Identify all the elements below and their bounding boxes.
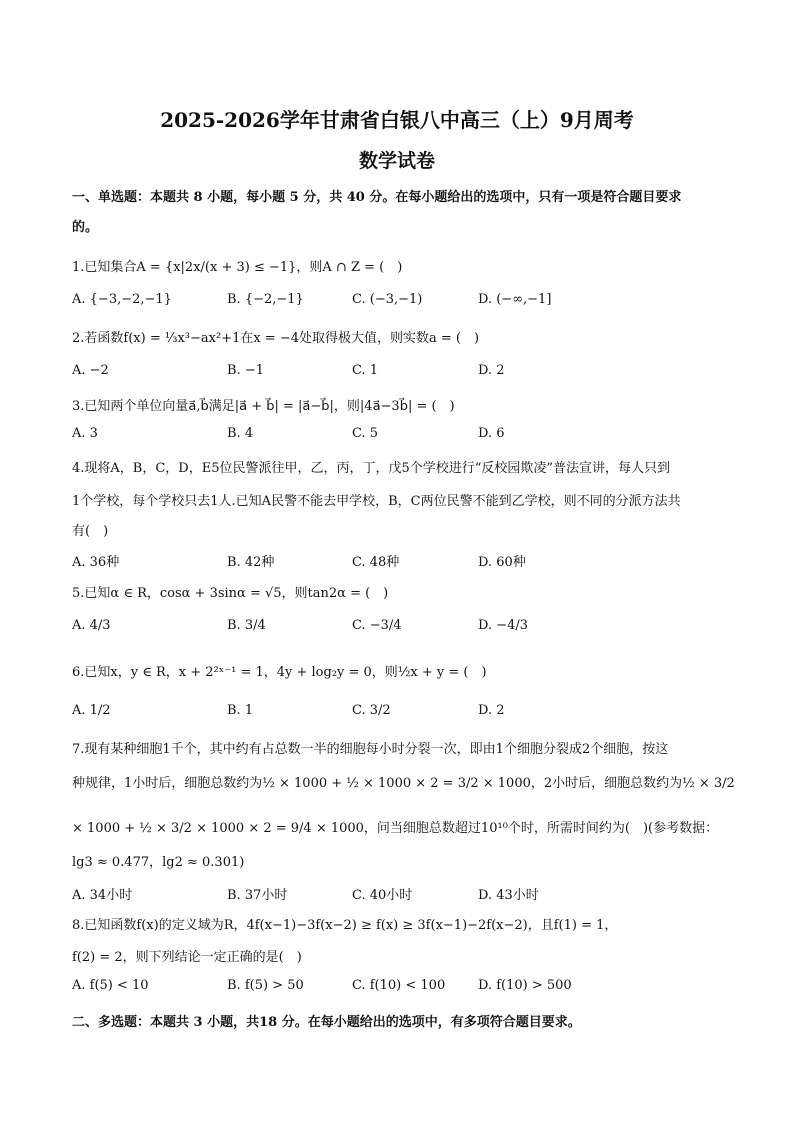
question-4-stem-line2: 1个学校，每个学校只去1人.已知A民警不能去甲学校，B，C两位民警不能到乙学校，则不同的分派方法共 (72, 494, 681, 509)
question-8-option-b: B. f(5) > 50 (227, 978, 304, 993)
question-3-option-d: D. 6 (478, 426, 505, 441)
question-4-option-b: B. 42种 (227, 555, 275, 570)
question-7-stem-line2: 种规律，1小时后，细胞总数约为½ × 1000 + ½ × 1000 × 2 = 3/2 × 1000，2小时后，细胞总数约为½ × 3/2 (72, 776, 735, 791)
question-4-option-c: C. 48种 (352, 555, 400, 570)
question-5-option-a: A. 4/3 (72, 618, 111, 633)
question-3-option-a: A. 3 (72, 426, 98, 441)
question-4-option-a: A. 36种 (72, 555, 120, 570)
question-1-option-b: B. {−2,−1} (227, 292, 304, 307)
question-4-option-d: D. 60种 (478, 555, 526, 570)
question-7-stem-line1: 7.现有某种细胞1千个，其中约有占总数一半的细胞每小时分裂一次，即由1个细胞分裂成2个细胞，按这 (72, 742, 669, 757)
question-2-option-a: A. −2 (72, 363, 109, 378)
question-5-option-c: C. −3/4 (352, 618, 402, 633)
question-8-option-c: C. f(10) < 100 (352, 978, 446, 993)
question-3-option-c: C. 5 (352, 426, 379, 441)
question-7-option-b: B. 37小时 (227, 888, 288, 903)
question-8-stem-line1: 8.已知函数f(x)的定义域为R，4f(x−1)−3f(x−2) ≥ f(x) ≥ 3f(x−1)−2f(x−2)，且f(1) = 1， (72, 918, 618, 933)
question-2-option-c: C. 1 (352, 363, 379, 378)
question-3-option-b: B. 4 (227, 426, 254, 441)
question-4-stem-line3: 有( ) (72, 524, 109, 539)
question-1-stem: 1.已知集合A = {x|2x/(x + 3) ≤ −1}，则A ∩ Z = ( ) (72, 260, 403, 275)
exam-title: 2025-2026学年甘肃省白银八中高三（上）9月周考 (160, 108, 634, 132)
question-5-option-d: D. −4/3 (478, 618, 529, 633)
question-6-stem: 6.已知x，y ∈ R，x + 2²ˣ⁻¹ = 1，4y + log₂y = 0，则½x + y = ( ) (72, 665, 487, 680)
question-6-option-b: B. 1 (227, 703, 254, 718)
question-8-option-a: A. f(5) < 10 (72, 978, 149, 993)
question-5-option-b: B. 3/4 (227, 618, 266, 633)
section-2-header: 二、多选题：本题共 3 小题，共18 分。在每小题给出的选项中，有多项符合题目要求。 (72, 1015, 581, 1030)
question-7-option-d: D. 43小时 (478, 888, 539, 903)
question-2-stem: 2.若函数f(x) = ⅓x³−ax²+1在x = −4处取得极大值，则实数a = ( ) (72, 331, 480, 346)
question-6-option-d: D. 2 (478, 703, 505, 718)
section-1-header-line1: 一、单选题：本题共 8 小题，每小题 5 分，共 40 分。在每小题给出的选项中，只有一项是符合题目要求 (72, 190, 682, 205)
section-1-header-line2: 的。 (72, 220, 99, 235)
question-6-option-c: C. 3/2 (352, 703, 391, 718)
question-7-option-a: A. 34小时 (72, 888, 133, 903)
question-7-option-c: C. 40小时 (352, 888, 413, 903)
question-7-stem-line4: lg3 ≈ 0.477，lg2 ≈ 0.301) (72, 855, 245, 870)
question-8-stem-line2: f(2) = 2，则下列结论一定正确的是( ) (72, 950, 302, 965)
question-2-option-b: B. −1 (227, 363, 264, 378)
question-7-stem-line3: × 1000 + ½ × 3/2 × 1000 × 2 = 9/4 × 1000，问当细胞总数超过10¹⁰个时，所需时间约为( )(参考数据： (72, 821, 719, 836)
question-1-option-d: D. (−∞,−1] (478, 292, 552, 307)
question-6-option-a: A. 1/2 (72, 703, 111, 718)
question-4-stem-line1: 4.现将A，B，C，D，E5位民警派往甲，乙，丙，丁，戊5个学校进行“反校园欺凌”普法宣讲，每人只到 (72, 461, 671, 476)
question-3-stem: 3.已知两个单位向量a⃗,b⃗满足|a⃗ + b⃗| = |a⃗−b⃗|，则|4a⃗−3b⃗| = ( ) (72, 399, 455, 414)
exam-subtitle: 数学试卷 (358, 150, 435, 172)
question-8-option-d: D. f(10) > 500 (478, 978, 572, 993)
question-5-stem: 5.已知α ∈ R，cosα + 3sinα = √5，则tan2α = ( ) (72, 586, 389, 601)
question-1-option-a: A. {−3,−2,−1} (72, 292, 172, 307)
question-2-option-d: D. 2 (478, 363, 505, 378)
question-1-option-c: C. (−3,−1) (352, 292, 423, 307)
